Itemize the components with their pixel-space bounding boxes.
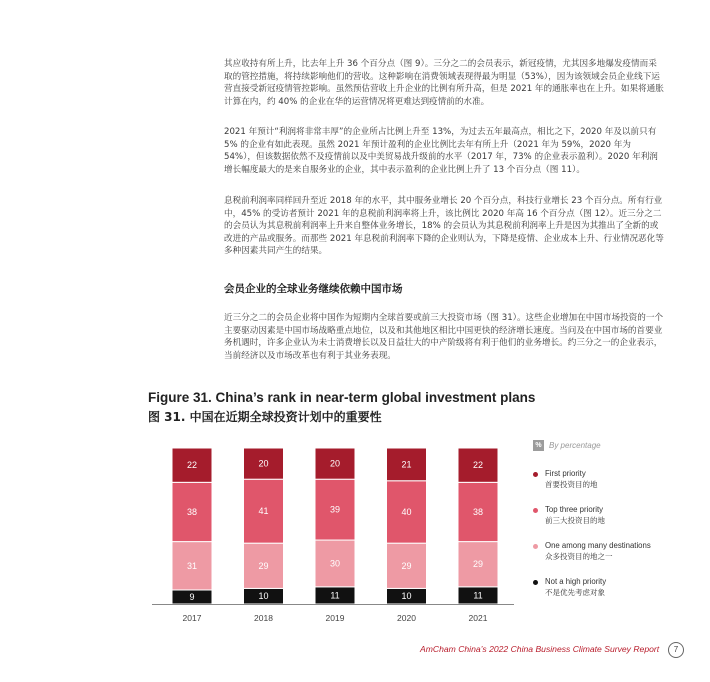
- bar-value-label: 11: [473, 590, 483, 601]
- x-tick-label: 2021: [468, 613, 488, 623]
- legend-item-top-three: [533, 505, 673, 526]
- legend-label-cn: 首要投资目的地: [545, 479, 598, 489]
- body-paragraph-1: 其应收持有所上升，比去年上升 36 个百分点（图 9）。三分之二的会员表示，新冠疫情，尤其因多地爆发疫情而采取的管控措施，将持续影响他们的营收。这种影响在消费领域表现得最为明显（53%），因为该领域会员企业线下运营直接受新冠疫情管控影响。虽然预估营收上升企业的比例有所升高，但是 2021 年的通胀率也在上升。如果将通胀计算在内，约 40% 的企业在华的运营情况将更难达到疫情前的水准。: [224, 59, 664, 107]
- chart-legend: [533, 440, 673, 613]
- legend-label-cn: 不是优先考虑对象: [545, 587, 605, 597]
- figure-title-cn: 图 31. 中国在近期全球投资计划中的重要性: [148, 410, 382, 424]
- legend-item-not-high-priority: [533, 577, 673, 598]
- x-tick-label: 2019: [325, 613, 345, 623]
- bar-value-label: 30: [329, 558, 341, 569]
- bar-value-label: 11: [330, 590, 340, 601]
- bar-value-label: 20: [329, 458, 341, 469]
- percent-icon: %: [533, 440, 544, 451]
- bar-value-label: 22: [472, 460, 484, 471]
- bar-value-label: 29: [472, 559, 484, 570]
- body-paragraph-3: 息税前利润率同样回升至近 2018 年的水平，其中服务业增长 20 个百分点，科技行业增长 23 个百分点。所有行业中，45% 的受访者预计 2021 年的息税前利润率将上升，该比例比 2020 年高 16 个百分点（图 12）。近三分之二的会员认为其息税前利润率上升来自整体业务增长，18% 的会员认为其息税前利润率上升是因为其推出了全新的或改进的产品或服务。而那些 2021 年息税前利润率下降的企业则认为，下降是疫情、企业成本上升、行业情况恶化等多种因素共同产生的结果。: [224, 196, 664, 257]
- legend-subtitle: By percentage: [549, 441, 601, 450]
- legend-item-first-priority: [533, 469, 673, 490]
- bar-value-label: 22: [186, 460, 198, 471]
- legend-label-en: First priority: [545, 469, 586, 478]
- bar-value-label: 39: [329, 504, 341, 515]
- legend-label-cn: 众多投资目的地之一: [545, 551, 613, 561]
- x-tick-label: 2020: [397, 613, 416, 623]
- bar-value-label: 20: [258, 458, 269, 469]
- bar-value-label: 10: [258, 591, 269, 602]
- figure-title-en: Figure 31. China’s rank in near-term global investment plans: [148, 390, 536, 405]
- legend-label-cn: 前三大投资目的地: [545, 515, 605, 525]
- x-tick-label: 2017: [182, 613, 202, 623]
- legend-header: [533, 440, 673, 451]
- legend-label-en: Top three priority: [545, 505, 604, 514]
- legend-dot-top-three: [533, 508, 538, 513]
- legend-label-en: Not a high priority: [545, 577, 607, 586]
- legend-dot-first-priority: [533, 472, 538, 477]
- stacked-bar-chart: [148, 432, 518, 632]
- bar-value-label: 21: [401, 459, 412, 470]
- body-paragraph-2: 2021 年预计“利润将非常丰厚”的企业所占比例上升至 13%，为过去五年最高点，相比之下，2020 年及以前只有 5% 的企业有如此表现。虽然 2021 年预计盈利的企业比例比去年有所上升（2021 年为 59%，2020 年为 54%），但该数据依然不及疫情前以及中美贸易战升级前的水平（2017 年，73% 的企业表示盈利）。2020 年利润增长幅度最大的是来自服务业的企业，其中表示盈利的企业比例上升了 13 个百分点（图 11）。: [224, 127, 658, 175]
- bar-value-label: 41: [258, 506, 269, 517]
- bar-value-label: 9: [189, 591, 195, 602]
- page-number: 7: [668, 642, 684, 658]
- bar-value-label: 10: [401, 591, 412, 602]
- legend-item-one-among-many: [533, 541, 673, 562]
- bar-value-label: 29: [401, 560, 412, 571]
- body-paragraph-4: 近三分之二的会员企业将中国作为短期内全球首要或前三大投资市场（图 31）。这些企业增加在中国市场投资的一个主要驱动因素是中国市场战略重点地位，以及和其他地区相比中国更快的经济增长速度。当问及在中国市场的首要业务机遇时，许多企业认为未士消费增长以及日益壮大的中产阶级将有利于他们的业务增长。约三分之一的企业表示，当前经济以及市场改革也有利于其业务表现。: [224, 313, 664, 361]
- x-tick-label: 2018: [254, 613, 273, 623]
- legend-dot-one-among-many: [533, 544, 538, 549]
- section-heading: 会员企业的全球业务继续依赖中国市场: [224, 283, 403, 295]
- legend-dot-not-high-priority: [533, 580, 538, 585]
- legend-label-en: One among many destinations: [545, 541, 651, 550]
- bar-value-label: 29: [258, 560, 269, 571]
- bar-value-label: 40: [401, 506, 412, 517]
- bar-value-label: 38: [186, 506, 198, 517]
- bar-value-label: 38: [472, 506, 484, 517]
- bar-value-label: 31: [186, 560, 198, 571]
- footer-report-title: AmCham China’s 2022 China Business Climate Survey Report: [420, 644, 660, 654]
